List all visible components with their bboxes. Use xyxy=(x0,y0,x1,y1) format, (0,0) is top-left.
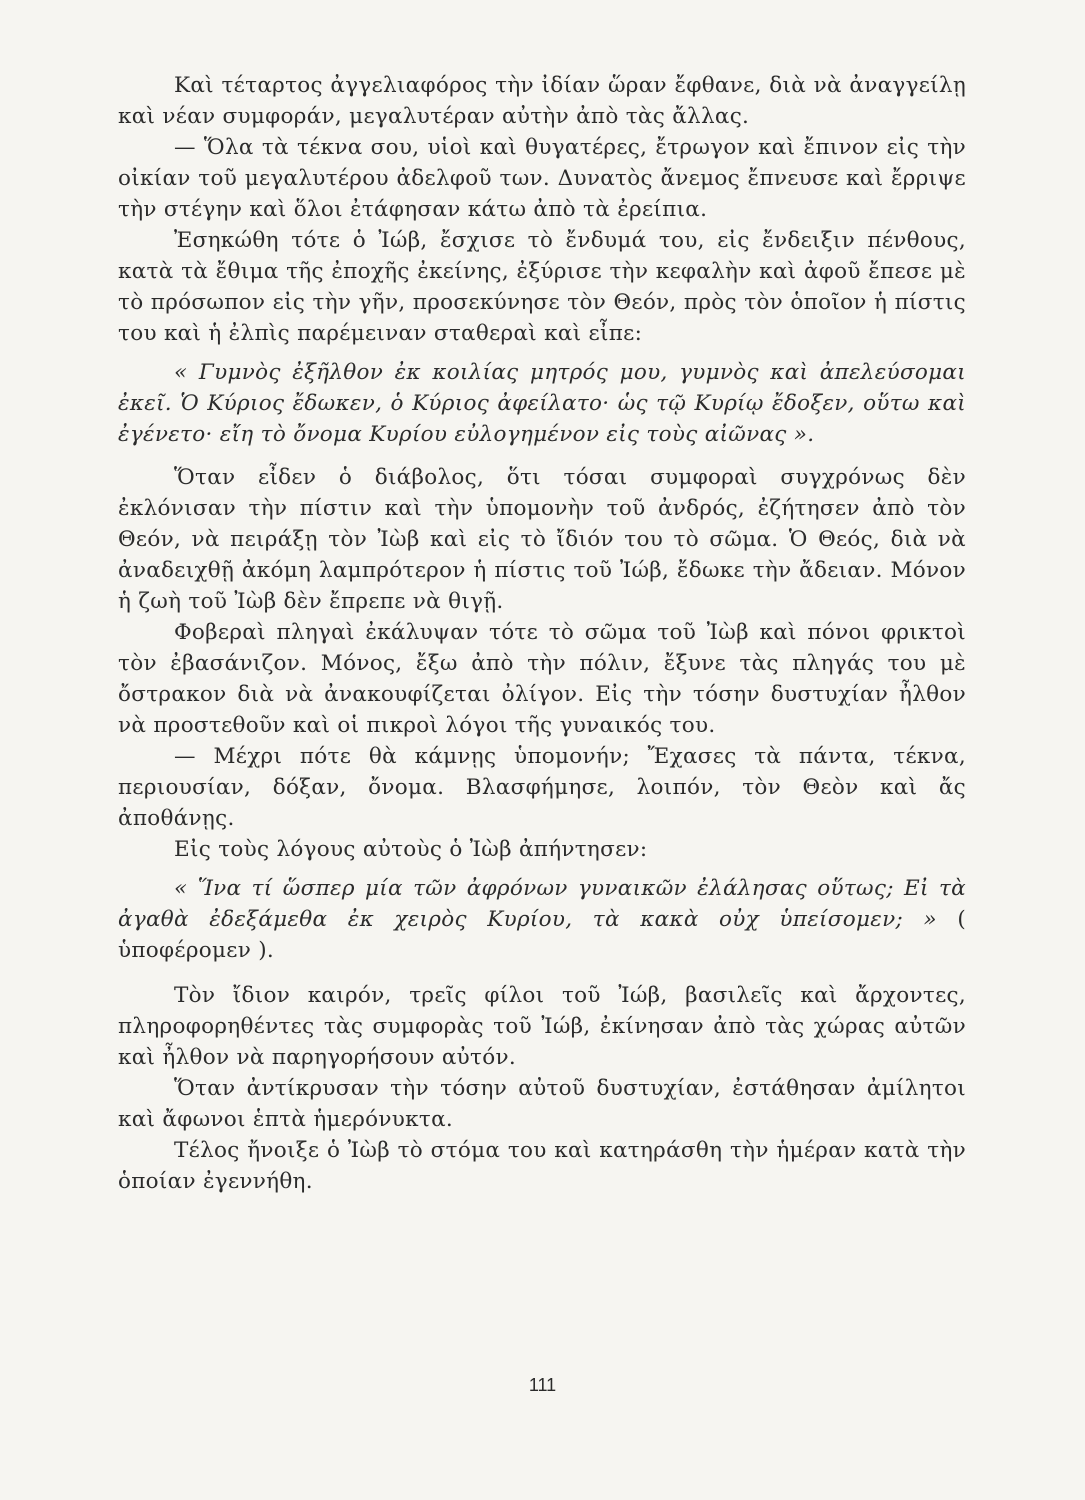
paragraph-devil-test: Ὅταν εἶδεν ὁ διάβολος, ὅτι τόσαι συμφοραὶ συγχρόνως δὲν ἐκλόνισαν τὴν πίστιν καὶ τὴν ὑπομονὴν τοῦ ἀνδρός, ἐζήτησεν ἀπὸ τὸν Θεόν, νὰ πειράξῃ τὸν Ἰὼβ καὶ εἰς τὸ ἴδιόν του τὸ σῶμα. Ὁ Θεός, διὰ νὰ ἀναδειχθῇ ἀκόμη λαμπρότερον ἡ πίστις τοῦ Ἰώβ, ἔδωκε τὴν ἄδειαν. Μόνον ἡ ζωὴ τοῦ Ἰὼβ δὲν ἔπρεπε νὰ θιγῇ. xyxy=(118,465,966,614)
paragraph-three-friends: Τὸν ἴδιον καιρόν, τρεῖς φίλοι τοῦ Ἰώβ, βασιλεῖς καὶ ἄρχοντες, πληροφορηθέντες τὰς συμφορὰς τοῦ Ἰώβ, ἐκίνησαν ἀπὸ τὰς χώρας αὐτῶν καὶ ἦλθον νὰ παρηγορήσουν αὐτόν. xyxy=(118,983,966,1070)
paragraph-curse-day: Τέλος ἤνοιξε ὁ Ἰὼβ τὸ στόμα του καὶ κατηράσθη τὴν ἡμέραν κατὰ τὴν ὁποίαν ἐγεννήθη. xyxy=(118,1138,966,1194)
paragraph-wife-words: — Μέχρι πότε θὰ κάμνῃς ὑπομονήν; Ἔχασες τὰ πάντα, τέκνα, περιουσίαν, δόξαν, ὄνομα. Βλασφήμησε, λοιπόν, τὸν Θεὸν καὶ ἄς ἀποθάνῃς. xyxy=(118,744,966,831)
paragraph-sores: Φοβεραὶ πληγαὶ ἐκάλυψαν τότε τὸ σῶμα τοῦ Ἰὼβ καὶ πόνοι φρικτοὶ τὸν ἐβασάνιζον. Μόνος, ἔξω ἀπὸ τὴν πόλιν, ἔξυνε τὰς πληγάς του μὲ ὄστρακον διὰ νὰ ἀνακουφίζεται ὀλίγον. Εἰς τὴν τόσην δυστυχίαν ἦλθον νὰ προστεθοῦν καὶ οἱ πικροὶ λόγοι τῆς γυναικός του. xyxy=(118,620,966,738)
quote-gloss: ( ὑποφέρομεν ). xyxy=(118,907,967,963)
paragraph-children-death: — Ὅλα τὰ τέκνα σου, υἱοὶ καὶ θυγατέρες, ἔτρωγον καὶ ἔπινον εἰς τὴν οἰκίαν τοῦ μεγαλυτέρου ἀδελφοῦ των. Δυνατὸς ἄνεμος ἔπνευσε καὶ ἔρριψε τὴν στέγην καὶ ὅλοι ἐτάφησαν κάτω ἀπὸ τὰ ἐρείπια. xyxy=(118,135,966,222)
quote-naked-i-came: « Γυμνὸς ἐξῆλθον ἐκ κοιλίας μητρός μου, γυμνὸς καὶ ἀπελεύσομαι ἐκεῖ. Ὁ Κύριος ἔδωκεν, ὁ Κύριος ἀφείλατο· ὡς τῷ Κυρίῳ ἔδοξεν, οὕτω καὶ ἐγένετο· εἴη τὸ ὄνομα Κυρίου εὐλογημένον εἰς τοὺς αἰῶνας ». xyxy=(118,360,966,447)
quote-foolish-women-text: « Ἵνα τί ὥσπερ μία τῶν ἀφρόνων γυναικῶν ἐλάλησας οὕτως; Εἰ τὰ ἀγαθὰ ἐδεξάμεθα ἐκ χειρὸς Κυρίου, τὰ κακὰ οὐχ ὑπείσομεν; » xyxy=(118,876,966,932)
body-text xyxy=(118,70,966,1197)
page-number: 111 xyxy=(528,1375,557,1395)
paragraph-silence: Ὅταν ἀντίκρυσαν τὴν τόσην αὐτοῦ δυστυχίαν, ἐστάθησαν ἀμίλητοι καὶ ἄφωνοι ἑπτὰ ἡμερόνυκτα. xyxy=(118,1076,966,1132)
paragraph-messenger: Καὶ τέταρτος ἀγγελιαφόρος τὴν ἰδίαν ὥραν ἔφθανε, διὰ νὰ ἀναγγείλῃ καὶ νέαν συμφοράν, μεγαλυτέραν αὐτὴν ἀπὸ τὰς ἄλλας. xyxy=(118,73,966,129)
paragraph-job-mourning: Ἐσηκώθη τότε ὁ Ἰώβ, ἔσχισε τὸ ἔνδυμά του, εἰς ἔνδειξιν πένθους, κατὰ τὰ ἔθιμα τῆς ἐποχῆς ἐκείνης, ἐξύρισε τὴν κεφαλὴν καὶ ἀφοῦ ἔπεσε μὲ τὸ πρόσωπον εἰς τὴν γῆν, προσεκύνησε τὸν Θεόν, πρὸς τὸν ὁποῖον ἡ πίστις του καὶ ἡ ἐλπὶς παρέμειναν σταθεραὶ καὶ εἶπε: xyxy=(118,228,966,346)
quote-foolish-women xyxy=(118,873,966,966)
paragraph-job-answer: Εἰς τοὺς λόγους αὐτοὺς ὁ Ἰὼβ ἀπήντησεν: xyxy=(174,837,648,862)
